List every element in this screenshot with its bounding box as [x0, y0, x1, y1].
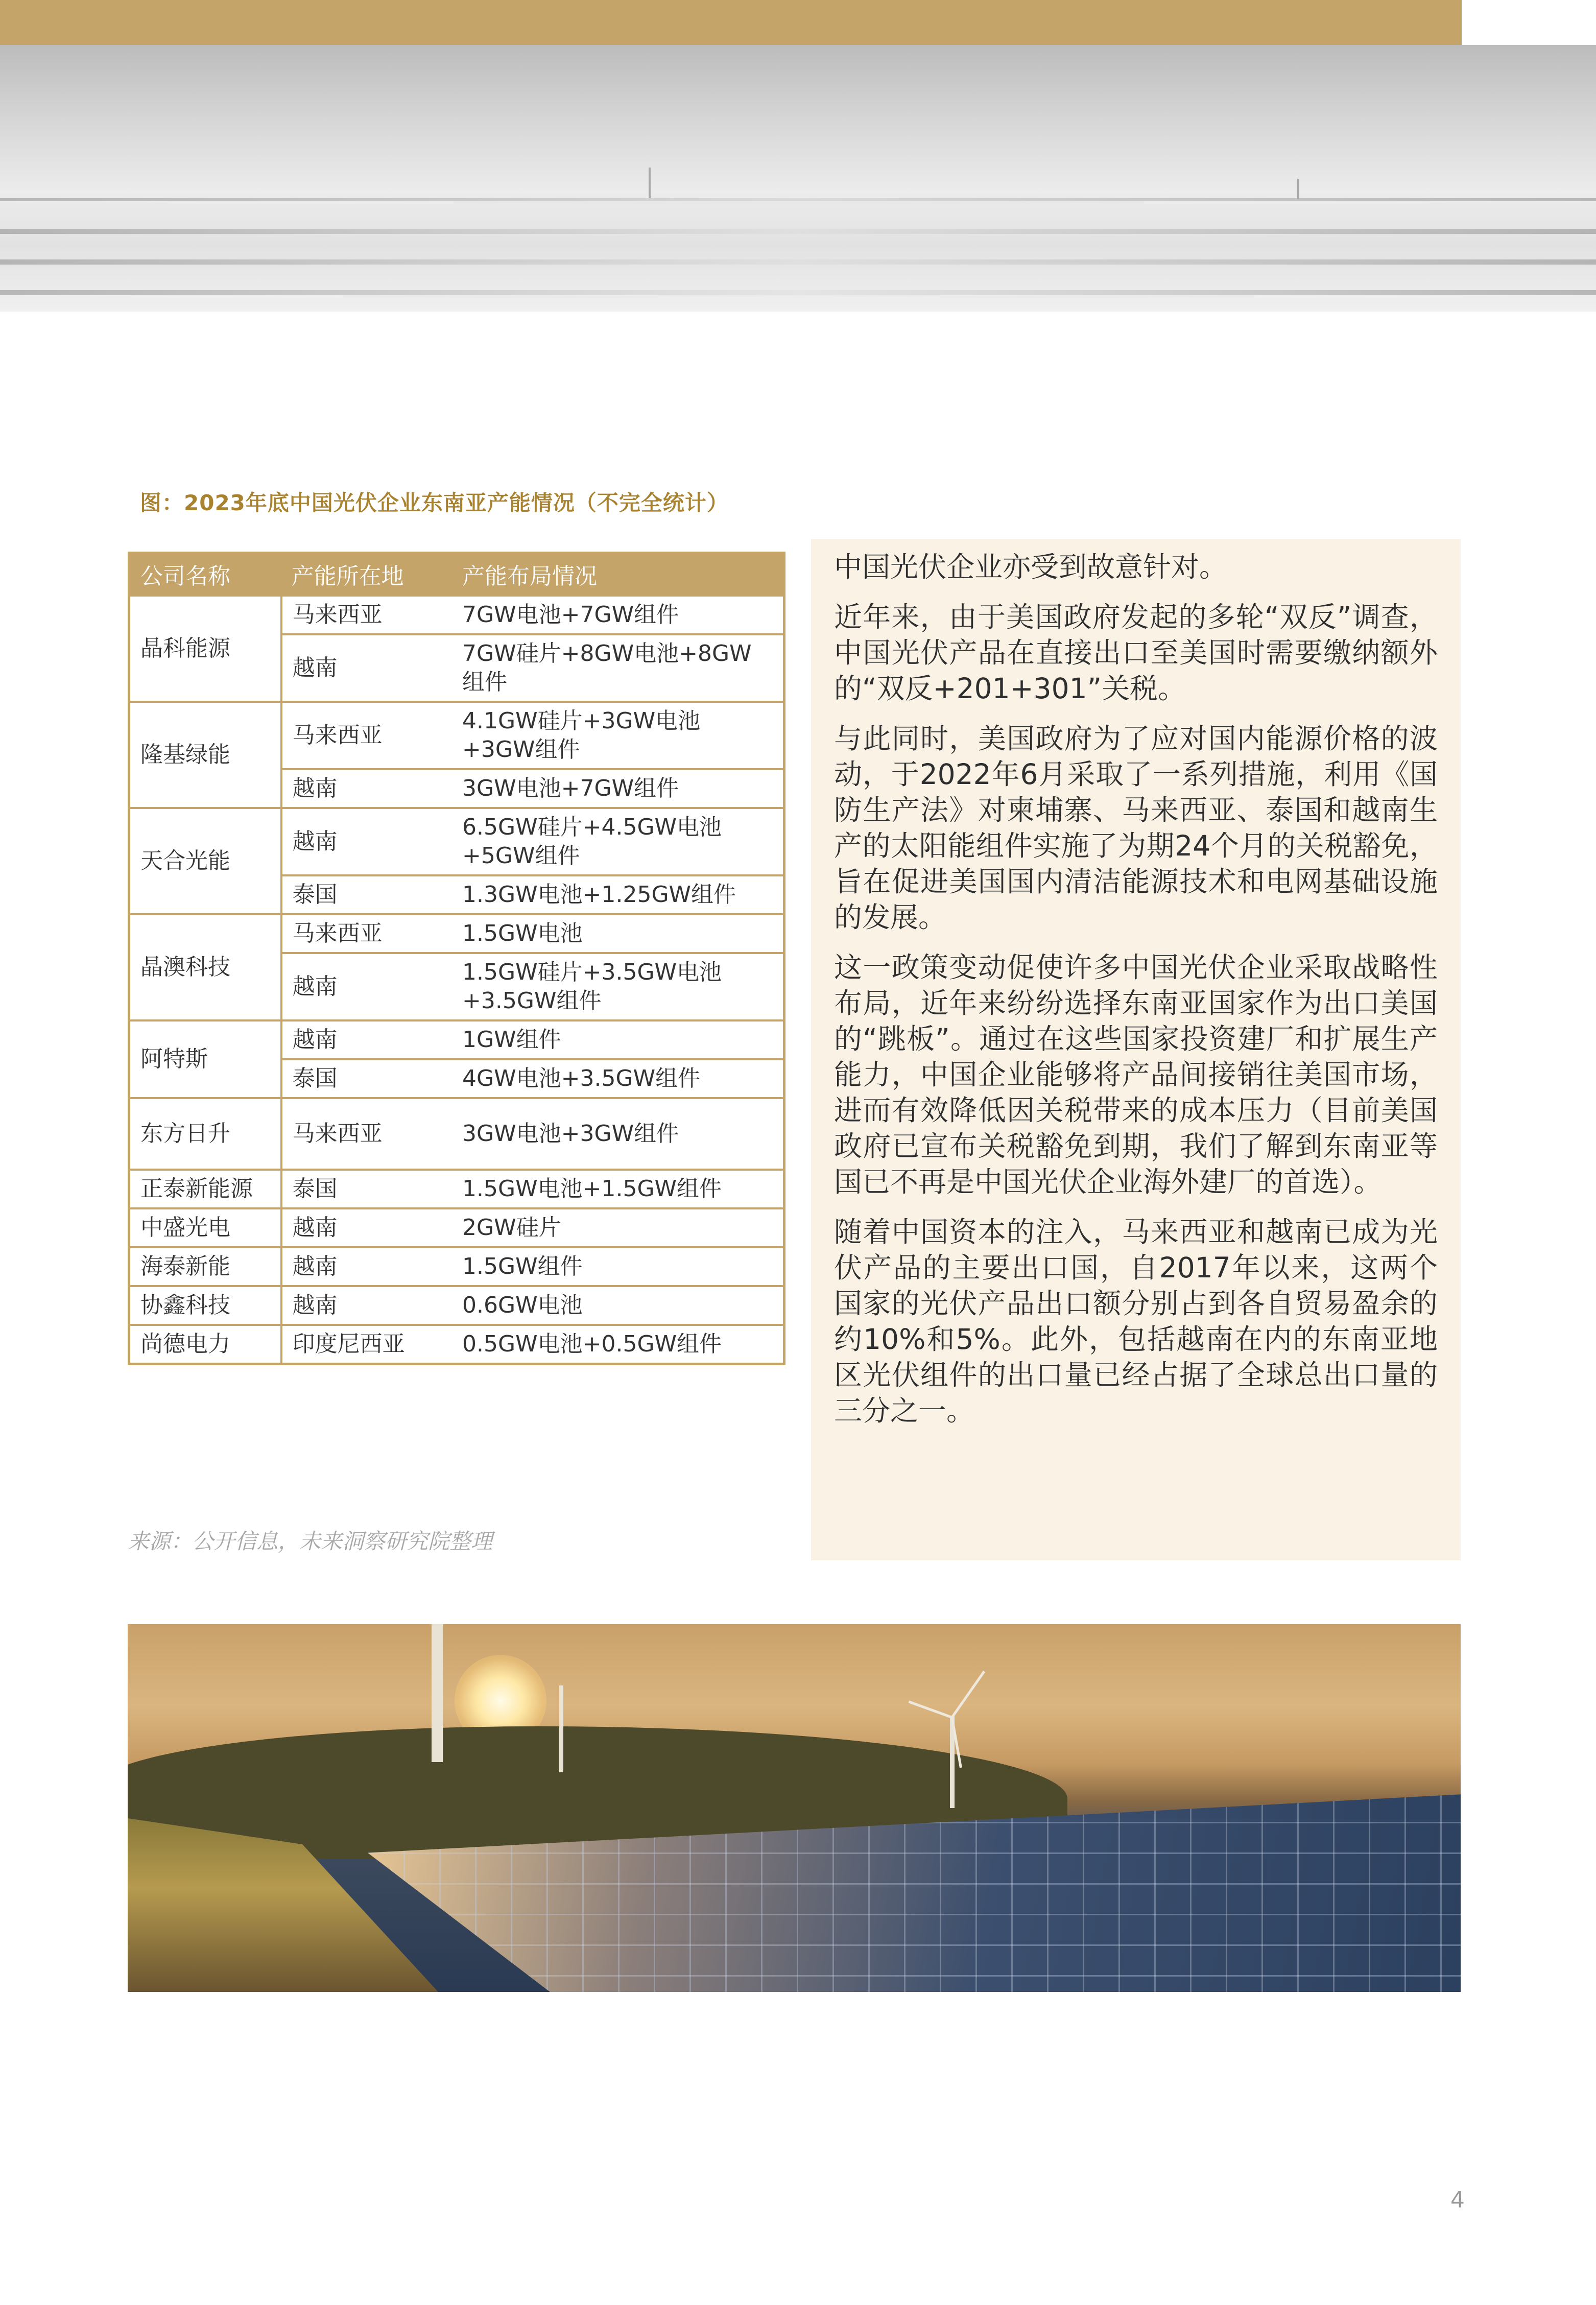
- figure-source: 来源：公开信息，未来洞察研究院整理: [128, 1529, 493, 1554]
- hero-turbine: [649, 168, 651, 198]
- company-cell: 尚德电力: [129, 1325, 281, 1364]
- company-cell: 隆基绿能: [129, 702, 281, 808]
- detail-cell: 7GW电池+7GW组件: [452, 597, 784, 634]
- company-cell: 晶科能源: [129, 597, 281, 702]
- wind-turbine-blade: [909, 1700, 952, 1718]
- company-cell: 中盛光电: [129, 1208, 281, 1247]
- company-cell: 协鑫科技: [129, 1286, 281, 1325]
- detail-cell: 4.1GW硅片+3GW电池+3GW组件: [452, 702, 784, 769]
- location-cell: 越南: [281, 953, 452, 1020]
- table-row: [129, 1286, 784, 1325]
- body-paragraph-5: 随着中国资本的注入，马来西亚和越南已成为光伏产品的主要出口国，自2017年以来，这两个国家的光伏产品出口额分别占到各自贸易盈余的约10%和5%。此外，包括越南在内的东南亚地区光伏组件的出口量已经占据了全球总出口量的三分之一。: [834, 1216, 1438, 1427]
- location-cell: 印度尼西亚: [281, 1325, 452, 1364]
- detail-cell: 0.5GW电池+0.5GW组件: [452, 1325, 784, 1364]
- body-paragraph-2: 近年来，由于美国政府发起的多轮“双反”调查，中国光伏产品在直接出口至美国时需要缴纳额外的“双反+201+301”关税。: [834, 601, 1438, 705]
- location-cell: 泰国: [281, 1059, 452, 1098]
- detail-cell: 1.5GW硅片+3.5GW电池+3.5GW组件: [452, 953, 784, 1020]
- header-location: 产能所在地: [281, 552, 452, 597]
- table-row: [129, 1170, 784, 1208]
- hero-panel-row: [0, 229, 1596, 234]
- table-row: [129, 597, 784, 634]
- body-paragraph-3: 与此同时，美国政府为了应对国内能源价格的波动，于2022年6月采取了一系列措施，利用《国防生产法》对柬埔寨、马来西亚、泰国和越南生产的太阳能组件实施了为期24个月的关税豁免，旨在促进美国国内清洁能源技术和电网基础设施的发展。: [834, 722, 1438, 934]
- table-row: [129, 1325, 784, 1364]
- hero-banner-image: [0, 45, 1596, 312]
- detail-cell: 2GW硅片: [452, 1208, 784, 1247]
- location-cell: 越南: [281, 808, 452, 875]
- detail-cell: 3GW电池+3GW组件: [452, 1098, 784, 1170]
- location-cell: 越南: [281, 1208, 452, 1247]
- location-cell: 马来西亚: [281, 914, 452, 953]
- header-detail: 产能布局情况: [452, 552, 784, 597]
- location-cell: 越南: [281, 1247, 452, 1286]
- detail-cell: 3GW电池+7GW组件: [452, 769, 784, 808]
- location-cell: 马来西亚: [281, 1098, 452, 1170]
- detail-cell: 0.6GW电池: [452, 1286, 784, 1325]
- table-row: [129, 1020, 784, 1059]
- company-cell: 东方日升: [129, 1098, 281, 1170]
- hero-panel-row: [0, 290, 1596, 295]
- header-company: 公司名称: [129, 552, 281, 597]
- table-header-row: [129, 552, 784, 597]
- detail-cell: 1.5GW组件: [452, 1247, 784, 1286]
- figure-title: 图：2023年底中国光伏企业东南亚产能情况（不完全统计）: [140, 490, 729, 515]
- wind-turbine-tower: [559, 1685, 563, 1772]
- table-row: [129, 1208, 784, 1247]
- hero-turbine: [1297, 179, 1299, 199]
- body-paragraph-1: 中国光伏企业亦受到故意针对。: [834, 551, 1228, 583]
- location-cell: 越南: [281, 769, 452, 808]
- location-cell: 越南: [281, 1020, 452, 1059]
- location-cell: 马来西亚: [281, 702, 452, 769]
- detail-cell: 1.5GW电池: [452, 914, 784, 953]
- detail-cell: 1.3GW电池+1.25GW组件: [452, 875, 784, 914]
- table-row: [129, 1247, 784, 1286]
- company-cell: 晶澳科技: [129, 914, 281, 1020]
- table-row: [129, 702, 784, 769]
- company-cell: 海泰新能: [129, 1247, 281, 1286]
- detail-cell: 6.5GW硅片+4.5GW电池+5GW组件: [452, 808, 784, 875]
- body-paragraph-4: 这一政策变动促使许多中国光伏企业采取战略性布局，近年来纷纷选择东南亚国家作为出口美国的“跳板”。通过在这些国家投资建厂和扩展生产能力，中国企业能够将产品间接销往美国市场，进而有效降低因关税带来的成本压力（目前美国政府已宣布关税豁免到期，我们了解到东南亚等国已不再是中国光伏企业海外建厂的首选）。: [834, 951, 1438, 1198]
- company-cell: 天合光能: [129, 808, 281, 914]
- table-row: [129, 808, 784, 875]
- hero-horizon: [0, 198, 1596, 201]
- wind-turbine-tower: [432, 1624, 443, 1762]
- page-number: 4: [1450, 2187, 1465, 2213]
- header-accent-bar: [0, 0, 1462, 45]
- table-row: [129, 1098, 784, 1170]
- company-cell: 正泰新能源: [129, 1170, 281, 1208]
- detail-cell: 7GW硅片+8GW电池+8GW组件: [452, 634, 784, 702]
- detail-cell: 4GW电池+3.5GW组件: [452, 1059, 784, 1098]
- detail-cell: 1GW组件: [452, 1020, 784, 1059]
- detail-cell: 1.5GW电池+1.5GW组件: [452, 1170, 784, 1208]
- body-text-panel: [811, 539, 1461, 1560]
- capacity-table: [128, 552, 785, 1365]
- table-row: [129, 914, 784, 953]
- solar-farm-photo: [128, 1624, 1461, 1992]
- location-cell: 泰国: [281, 1170, 452, 1208]
- wind-turbine-blade: [951, 1671, 985, 1718]
- location-cell: 马来西亚: [281, 597, 452, 634]
- hero-panel-row: [0, 259, 1596, 265]
- location-cell: 越南: [281, 634, 452, 702]
- company-cell: 阿特斯: [129, 1020, 281, 1098]
- location-cell: 越南: [281, 1286, 452, 1325]
- location-cell: 泰国: [281, 875, 452, 914]
